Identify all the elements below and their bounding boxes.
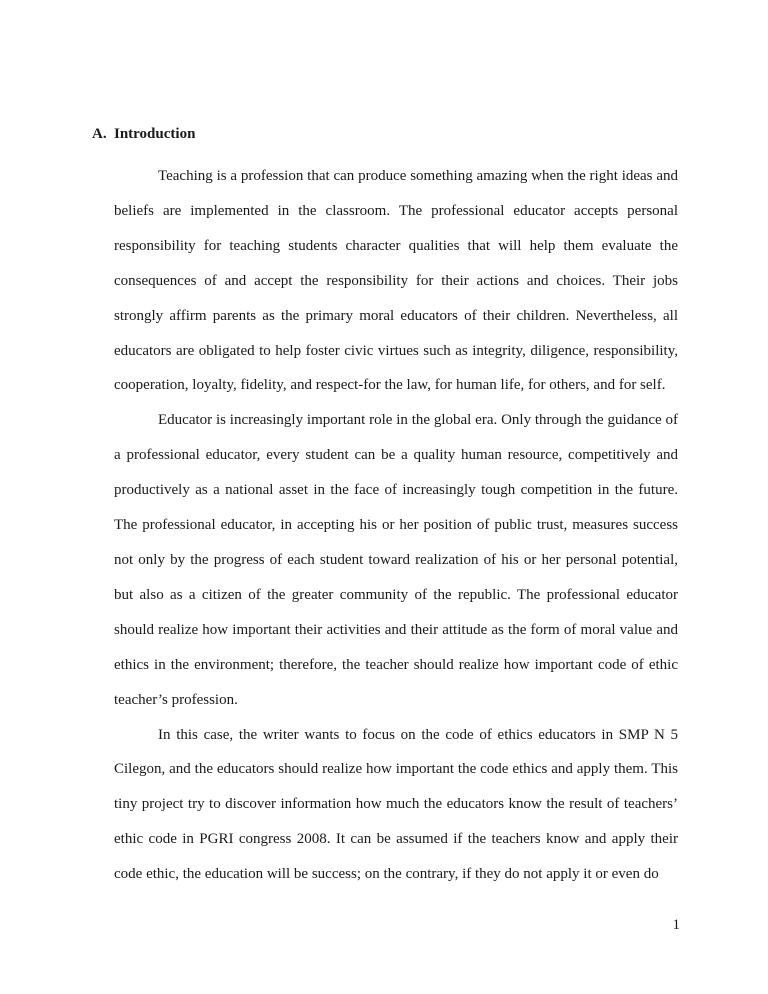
paragraph: Educator is increasingly important role in the global era. Only through the guidance of a professional educator, every student can be a quality human resource, competitively and productively as a national asset in the face of increasingly tough competition in the future. The professional educator, in accepting his or her position of public trust, measures success not only by the progress of each student toward realization of his or her personal potential, but also as a citizen of the greater community of the republic. The professional educator should realize how important their activities and their attitude as the form of moral value and ethics in the environment; therefore, the teacher should realize how important code of ethic teacher’s profession. (114, 412, 678, 708)
section-number: A. (92, 126, 107, 142)
section-title: Introduction (114, 126, 196, 142)
paragraph: In this case, the writer wants to focus on the code of ethics educators in SMP N 5 Cilegon, and the educators should realize how important the code ethics and apply them. This tiny project try to discover information how much the educators know the result of teachers’ ethic code in PGRI congress 2008. It can be assumed if the teachers know and apply their code ethic, the education will be success; on the contrary, if they do not apply it or even do (114, 726, 678, 883)
paragraph: Teaching is a profession that can produce something amazing when the right ideas and beliefs are implemented in the classroom. The professional educator accepts personal responsibility for teaching students character qualities that will help them evaluate the consequences of and accept the responsibility for their actions and choices. Their jobs strongly affirm parents as the primary moral educators of their children. Nevertheless, all educators are obligated to help foster civic virtues such as integrity, diligence, responsibility, cooperation, loyalty, fidelity, and respect-for the law, for human life, for others, and for self. (114, 168, 678, 394)
section-body (114, 159, 678, 892)
section-heading (92, 124, 195, 144)
page-number: 1 (672, 917, 680, 933)
